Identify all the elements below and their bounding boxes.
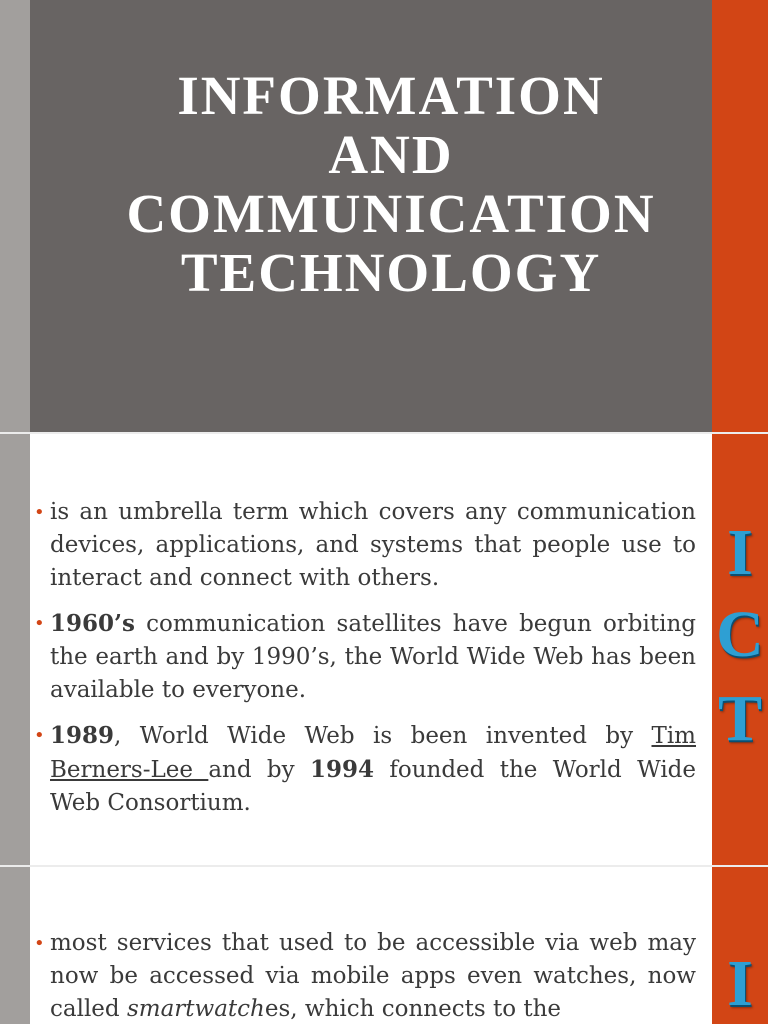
bullet-list [34,496,696,832]
bullet-text: , World Wide Web is been invented by [114,723,652,749]
title-line: TECHNOLOGY [180,242,602,303]
title-line: AND [328,124,454,185]
side-letter-t: T [717,682,763,755]
bullet-item [34,927,696,1026]
bullet-text: and by [208,757,310,783]
slide-title [30,66,752,302]
bullet-text: is an umbrella term which covers any communication devices, applications, and systems that people use to interact and connect with others. [50,499,696,591]
bullet-bold-year: 1994 [310,756,375,783]
bullet-text: es, which connects to the [264,996,562,1022]
left-accent-bar [0,434,30,865]
content-slide [0,434,768,865]
bullet-list [34,927,696,1026]
bullet-item [34,496,696,595]
bullet-bold-year: 1989 [50,722,115,749]
title-line: COMMUNICATION [126,183,656,244]
bullet-item [34,719,696,820]
bullet-text: communication satellites have begun orbiting the earth and by 1990’s, the World Wide Web has been available to everyone. [50,611,696,703]
bullet-italic-term: smartwatch [126,996,265,1022]
left-accent-bar [0,867,30,1024]
title-slide [0,0,768,432]
side-letter-i: I [727,947,753,1020]
left-accent-bar [0,0,30,432]
side-letter-c: C [716,598,764,671]
bullet-text: founded the World Wide Web Consortium. [50,757,697,816]
content-slide-2 [0,867,768,1024]
person-name-link[interactable]: Tim Berners-Lee [50,723,696,783]
bullet-item [34,607,696,707]
bullet-bold-year: 1960’s [50,610,135,637]
title-line: INFORMATION [177,65,605,126]
side-letter-i: I [727,516,753,589]
bullet-text: most services that used to be accessible via web may now be accessed via mobile apps even watches, now called [50,930,696,1022]
